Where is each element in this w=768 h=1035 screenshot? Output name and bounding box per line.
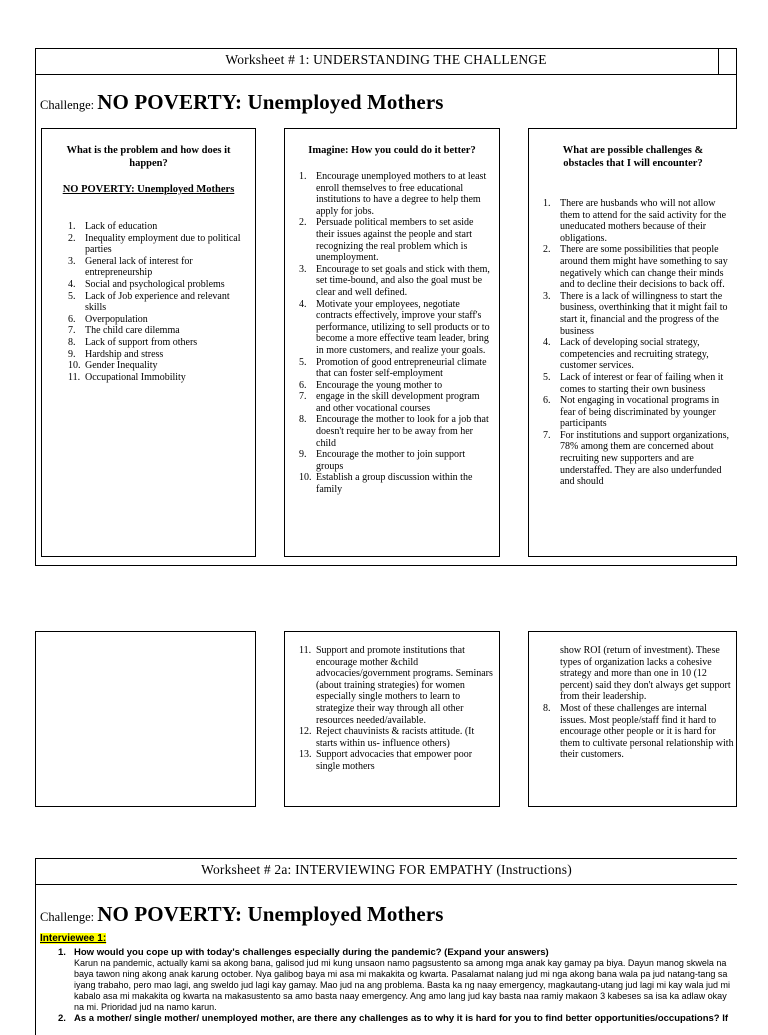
list-item — [299, 414, 493, 449]
list-item-text: Encourage the mother to look for a job that doesn't require her to be away from her child — [316, 414, 489, 449]
list-item-number: 1. — [543, 198, 551, 209]
worksheet2a-title — [36, 862, 737, 878]
list-item-text: engage in the skill development program and other vocational courses — [316, 391, 480, 414]
list-item — [68, 349, 245, 361]
list-item-number: 7. — [299, 391, 307, 403]
worksheet1-title-prefix: Worksheet # 1: — [225, 52, 314, 67]
list-item-number: 11. — [299, 645, 312, 656]
list-item — [68, 279, 245, 291]
list-item — [299, 380, 493, 392]
list-item-number: 10. — [68, 360, 81, 372]
worksheet1-title-corner-cell — [718, 49, 736, 74]
interviewee-label: Interviewee 1: — [40, 933, 107, 944]
list-item-number: 10. — [299, 472, 312, 484]
list-item — [68, 337, 245, 349]
list-item-number: 3. — [68, 255, 76, 267]
list-item — [299, 299, 493, 357]
list-item-text: Persuade political members to set aside their issues against the people and start recognizing the real problem which is unemployment. — [316, 217, 474, 264]
list-item-text: Support advocacies that empower poor single mothers — [316, 749, 473, 772]
list-item — [68, 233, 245, 256]
list-item-number: 9. — [68, 348, 76, 360]
list-item-text: Promotion of good entrepreneurial climate that can foster self-employment — [316, 356, 487, 380]
worksheet2a-title-prefix: Worksheet # 2a: — [201, 862, 296, 877]
list-item-number: 7. — [68, 325, 76, 337]
list-item-text: Most of these challenges are internal issues. Most people/staff find it hard to encourage other people or it is hard for them to cultivate personal relationship with their customers. — [560, 702, 734, 761]
list-item-text: Inequality employment due to political parties — [85, 232, 241, 256]
list-item — [68, 325, 245, 337]
list-item-text: Lack of Job experience and relevant skills — [85, 290, 230, 314]
list-item — [543, 291, 735, 337]
list-item — [68, 372, 245, 384]
list-item-number: 8. — [299, 414, 307, 426]
list-item-text: General lack of interest for entrepreneurship — [85, 255, 193, 279]
list-item-text: For institutions and support organizations, 78% among them are concerned about recruiting new supporters and are understaffed. They are also underfunded and should — [560, 429, 729, 488]
list-item-number: 3. — [543, 290, 551, 302]
list-item-number: 2. — [299, 217, 307, 229]
list-item — [68, 256, 245, 279]
list-item-text: Not engaging in vocational programs in fear of being discriminated by younger participants — [560, 395, 720, 430]
list-item-number: 6. — [68, 313, 76, 325]
list-item-number: 7. — [543, 429, 551, 441]
list-item — [543, 244, 735, 290]
list-item-number: 6. — [543, 395, 551, 407]
col-problem-heading: What is the problem and how does it happen? — [66, 145, 231, 169]
list-item-number: 1. — [68, 221, 76, 232]
worksheet1-title-bar — [35, 48, 737, 75]
list-item-number: 1. — [299, 171, 307, 182]
question-2-number: 2. — [58, 1013, 66, 1024]
list-item — [68, 360, 245, 372]
list-item-number: 5. — [299, 356, 307, 368]
list-item — [543, 337, 735, 372]
list-item-text: Social and psychological problems — [85, 278, 225, 290]
list-item — [299, 357, 493, 380]
worksheet1-title — [36, 52, 736, 68]
list-item — [299, 171, 493, 217]
list-item — [543, 395, 735, 430]
col-challenges-heading: What are possible challenges & obstacles that I will encounter? — [562, 145, 704, 169]
list-item — [299, 391, 493, 414]
list-item-text: Encourage unemployed mothers to at least enroll themselves to free educational institutions to have a degree to help them apply for jobs. — [316, 171, 487, 217]
list-item-text: There is a lack of willingness to start the business, overthinking that it might fail to start it, financial and the progress of the business — [560, 290, 728, 337]
list-item — [68, 314, 245, 326]
list-item-number: 5. — [68, 290, 76, 302]
list-item — [299, 749, 493, 772]
list-item — [299, 449, 493, 472]
col-imagine-list — [299, 171, 493, 496]
continuation-col-1 — [35, 631, 256, 807]
list-item-number: 4. — [543, 337, 551, 349]
worksheet2a-challenge-title: NO POVERTY: Unemployed Mothers — [97, 902, 444, 926]
continuation-challenges-text: show ROI (return of investment). These types of organization lacks a cohesive strategy and more than one in 10 (12 percent) said they don't always get support from their leadership. — [560, 645, 731, 703]
list-item-number: 4. — [68, 278, 76, 290]
col-challenges-list — [543, 198, 735, 488]
list-item-number: 13. — [299, 749, 312, 761]
question-2: As a mother/ single mother/ unemployed mother, are there any challenges as to why it is hard for you to find better opportunities/occupations? If — [74, 1013, 729, 1024]
answer-1: Karun na pandemic, actually kami sa akong bana, galisod jud mi kung unsaon namo pagsustento sa among mga anak kay gamay pa biya. Dayun manog skwela na baya tawon ning akong anak karung october. Nya galibog baya mi asa mi makakita og kwarta. Pasalamat nalang jud mi nga akong bana wala pa jud natang-tang sa iyang trabaho, pero mao lagi, ang sweldo jud lagi kay gamay. Mao jud na ang problema. Basta ka ng naay emergency, magkautang-utang jud lagi mi kay wala jud mi kabalo asa mi makakita og kwarta na makasustento sa amo basta naay emergency. Ang amo lang jud kay basta naa ramiy makaon 3 kabeses sa isa ka adlaw okay na mi. Prioridad jud na namo karun. — [74, 958, 731, 1012]
worksheet1-col-problem — [41, 128, 256, 557]
list-item-text: Encourage the young mother to — [316, 379, 443, 391]
list-item-number: 2. — [543, 244, 551, 256]
list-item-text: Occupational Immobility — [85, 371, 186, 383]
col-imagine-heading: Imagine: How you could do it better? — [308, 145, 476, 156]
list-item-number: 3. — [299, 263, 307, 275]
list-item-number: 5. — [543, 371, 551, 383]
list-item — [299, 217, 493, 263]
list-item — [68, 221, 245, 233]
list-item-text: Lack of support from others — [85, 336, 198, 348]
list-item-number: 6. — [299, 379, 307, 391]
worksheet1-challenge-label: Challenge: — [40, 98, 98, 112]
worksheet2a-challenge — [40, 902, 730, 927]
worksheet1-title-main: UNDERSTANDING THE CHALLENGE — [313, 52, 547, 67]
list-item — [543, 372, 735, 395]
list-item-number: 11. — [68, 371, 81, 383]
list-item-text: Lack of education — [85, 221, 158, 232]
list-item-text: Reject chauvinists & racists attitude. (It starts within us- influence others) — [316, 726, 475, 749]
list-item — [68, 291, 245, 314]
continuation-imagine-list — [299, 645, 493, 773]
continuation-challenges-list — [543, 703, 734, 761]
list-item-text: Lack of interest or fear of failing when it comes to starting their own business — [560, 371, 724, 395]
list-item — [299, 726, 493, 749]
worksheet2a-title-bar — [35, 858, 737, 885]
list-item-number: 9. — [299, 449, 307, 461]
worksheet1-col-imagine — [284, 128, 500, 557]
continuation-col-3 — [528, 631, 737, 807]
list-item-text: There are husbands who will not allow them to attend for the said activity for the uneducated mothers because of their obligations. — [560, 198, 727, 244]
list-item-text: There are some possibilities that people around them might have something to say negatively which can change their minds and to decline their decisions to back off. — [560, 244, 728, 291]
question-1: How would you cope up with today's challenges especially during the pandemic? (Expand your answers) — [74, 947, 549, 958]
worksheet1-challenge — [40, 90, 730, 115]
list-item-text: Establish a group discussion within the family — [316, 472, 473, 496]
col-problem-subheading: NO POVERTY: Unemployed Mothers — [62, 184, 235, 195]
question-1-number: 1. — [58, 947, 66, 958]
list-item-text: Encourage to set goals and stick with them, set time-bound, and also the goal must be clear and well defined. — [316, 263, 490, 298]
list-item-text: Support and promote institutions that encourage mother &child advocacies/government programs. Seminars (about training strategies) for women especially single mothers to learn to strategize their way through all other resources needed/available. — [316, 645, 493, 726]
list-item-text: The child care dilemma — [85, 325, 180, 337]
worksheet1-col-challenges — [528, 128, 737, 557]
list-item-number: 8. — [543, 702, 551, 714]
list-item-number: 12. — [299, 726, 312, 738]
list-item — [299, 472, 493, 495]
list-item-text: Encourage the mother to join support groups — [316, 449, 466, 472]
list-item-text: Overpopulation — [85, 313, 148, 325]
worksheet2a-title-main: INTERVIEWING FOR EMPATHY (Instructions) — [295, 862, 572, 877]
list-item-text: Gender Inequality — [85, 360, 158, 372]
list-item-number: 2. — [68, 232, 76, 244]
list-item-number: 8. — [68, 336, 76, 348]
list-item-text: Lack of developing social strategy, competencies and recruiting strategy, customer services. — [560, 337, 709, 372]
worksheet2a-challenge-label: Challenge: — [40, 910, 98, 924]
list-item — [543, 430, 735, 488]
list-item-text: Hardship and stress — [85, 348, 164, 360]
list-item — [543, 703, 734, 761]
col-problem-list — [68, 221, 245, 383]
list-item-text: Motivate your employees, negotiate contracts effectively, improve your staff's performance, utilizing to sell products or to become a more effective team leader, bring in more customers, and realize your goals. — [316, 298, 490, 356]
interview-section — [40, 928, 732, 1024]
list-item — [543, 198, 735, 244]
continuation-col-2 — [284, 631, 500, 807]
worksheet1-challenge-title: NO POVERTY: Unemployed Mothers — [97, 90, 444, 114]
list-item — [299, 264, 493, 299]
list-item-number: 4. — [299, 298, 307, 310]
list-item — [299, 645, 493, 726]
